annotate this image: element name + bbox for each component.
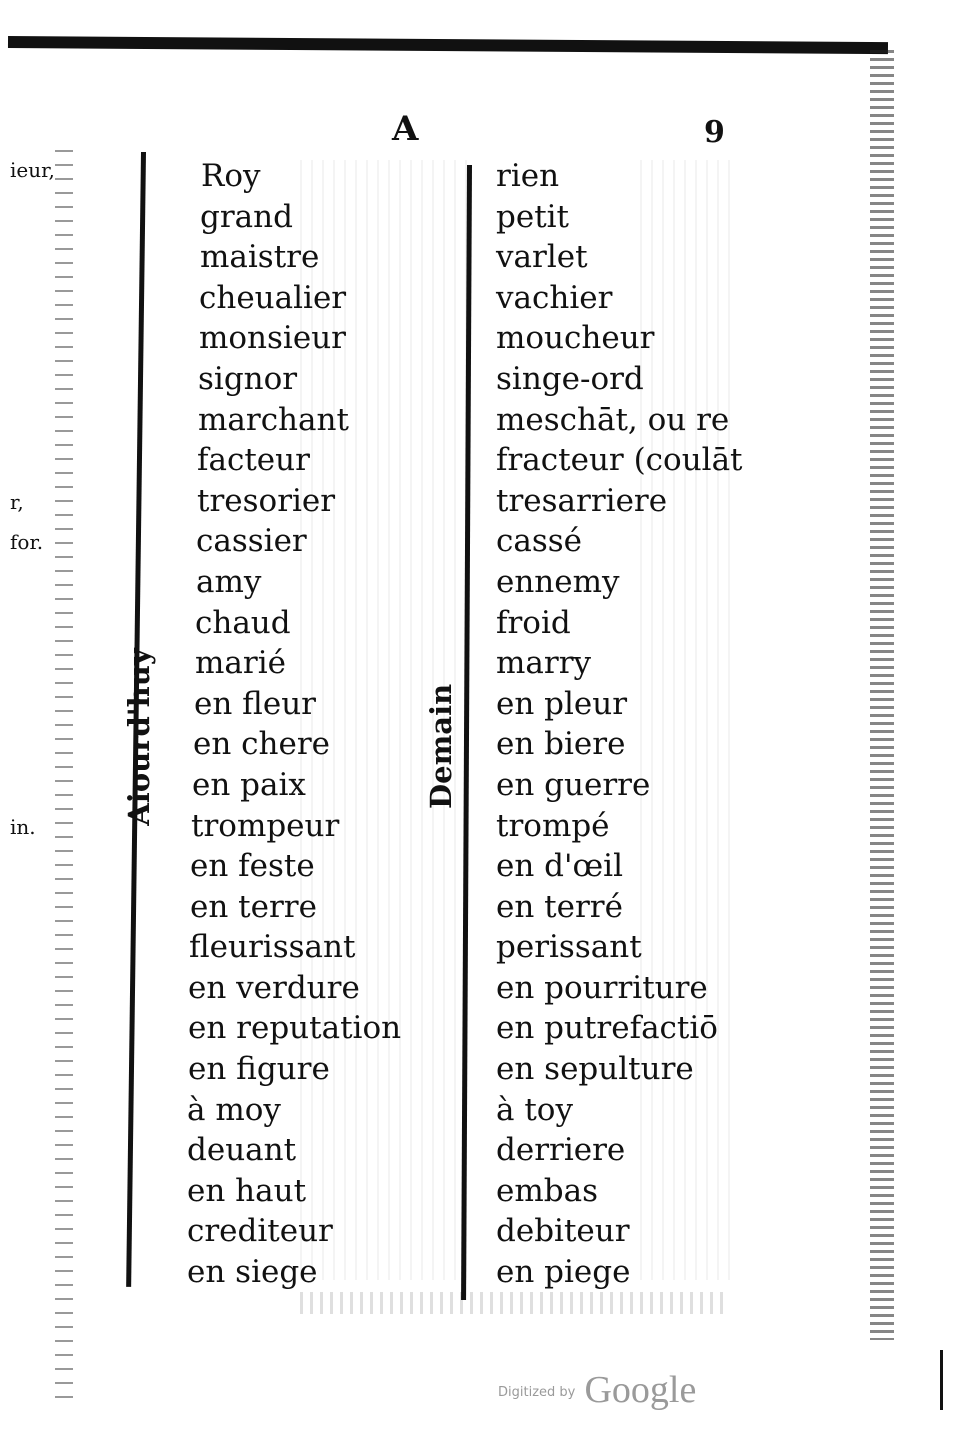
top-border-rule (8, 36, 888, 54)
tomorrow-word: ennemy (496, 563, 620, 600)
today-word: marchant (198, 401, 349, 438)
tomorrow-word-list (492, 157, 743, 1294)
tomorrow-word: derriere (496, 1132, 626, 1169)
today-word: en feste (190, 848, 315, 885)
page-edge-right (870, 50, 894, 1340)
today-word: en verdure (188, 969, 360, 1006)
tomorrow-word: meschāt, ou re (496, 401, 730, 438)
page-edge-mark (940, 1350, 943, 1410)
tomorrow-word: rien (496, 158, 560, 194)
today-word: grand (200, 198, 293, 235)
tomorrow-word: marry (496, 645, 592, 682)
today-word: fleurissant (189, 929, 356, 966)
today-word: monsieur (199, 320, 346, 357)
today-word: en terre (190, 888, 317, 925)
today-word: en haut (187, 1172, 307, 1209)
tomorrow-word: vachier (496, 279, 613, 316)
margin-fragment: for. (10, 530, 44, 554)
google-watermark (498, 1368, 696, 1412)
today-word: en siege (187, 1254, 318, 1291)
today-word: cheualier (199, 279, 347, 316)
today-word: Roy (201, 158, 261, 194)
today-word: en fleur (194, 685, 316, 722)
today-word: crediteur (187, 1213, 333, 1250)
tomorrow-word: singe-ord (496, 360, 644, 397)
margin-fragment: r, (10, 490, 24, 514)
margin-fragment: in. (10, 815, 36, 839)
today-word: trompeur (191, 807, 340, 844)
tomorrow-word: perissant (496, 929, 642, 966)
today-word: en chere (193, 726, 331, 763)
tomorrow-word: en putrefactiō (496, 1010, 718, 1047)
tomorrow-word: embas (496, 1172, 598, 1209)
today-word: signor (198, 360, 298, 397)
tomorrow-column-label: Demain (424, 683, 458, 809)
bleed-through-line (300, 1292, 730, 1314)
tomorrow-word: tresarriere (496, 482, 668, 519)
tomorrow-word: en terré (496, 888, 623, 925)
tomorrow-word: en pleur (496, 685, 628, 722)
today-word: cassier (196, 523, 307, 560)
today-word: à moy (187, 1091, 281, 1128)
today-word: en reputation (188, 1010, 402, 1047)
tomorrow-word: cassé (496, 523, 583, 560)
today-column-label: Aiourd'huy (122, 648, 156, 826)
today-word: marié (195, 645, 286, 682)
google-logo: Google (584, 1369, 697, 1411)
today-word: chaud (195, 604, 291, 641)
tomorrow-word: debiteur (496, 1213, 630, 1250)
tomorrow-word: en pourriture (496, 969, 708, 1006)
tomorrow-word: en piege (496, 1254, 631, 1291)
today-word: en paix (192, 766, 306, 803)
tomorrow-word: varlet (496, 239, 588, 276)
today-word-list (187, 157, 401, 1294)
tomorrow-word: en guerre (496, 766, 651, 803)
page-number: 9 (704, 115, 725, 150)
margin-fragment: ieur, (10, 158, 55, 182)
signature-letter: A (392, 109, 419, 149)
tomorrow-word: à toy (496, 1091, 573, 1128)
tomorrow-word: petit (496, 198, 570, 235)
watermark-prefix: Digitized by (498, 1385, 576, 1400)
tomorrow-word: froid (496, 604, 571, 641)
today-word: facteur (197, 442, 310, 479)
today-word: maistre (200, 239, 320, 276)
tomorrow-word: trompé (496, 807, 610, 844)
tomorrow-word: en sepulture (496, 1051, 694, 1088)
tomorrow-word: en biere (496, 726, 626, 763)
today-word: amy (196, 563, 262, 600)
tomorrow-word: moucheur (496, 320, 655, 357)
today-word: deuant (187, 1132, 297, 1169)
today-word: en figure (188, 1051, 330, 1088)
tomorrow-word: en d'œil (496, 848, 624, 885)
binding-gutter-marks (55, 150, 73, 1400)
today-word: tresorier (197, 482, 336, 519)
tomorrow-word: fracteur (coulāt (496, 442, 743, 479)
